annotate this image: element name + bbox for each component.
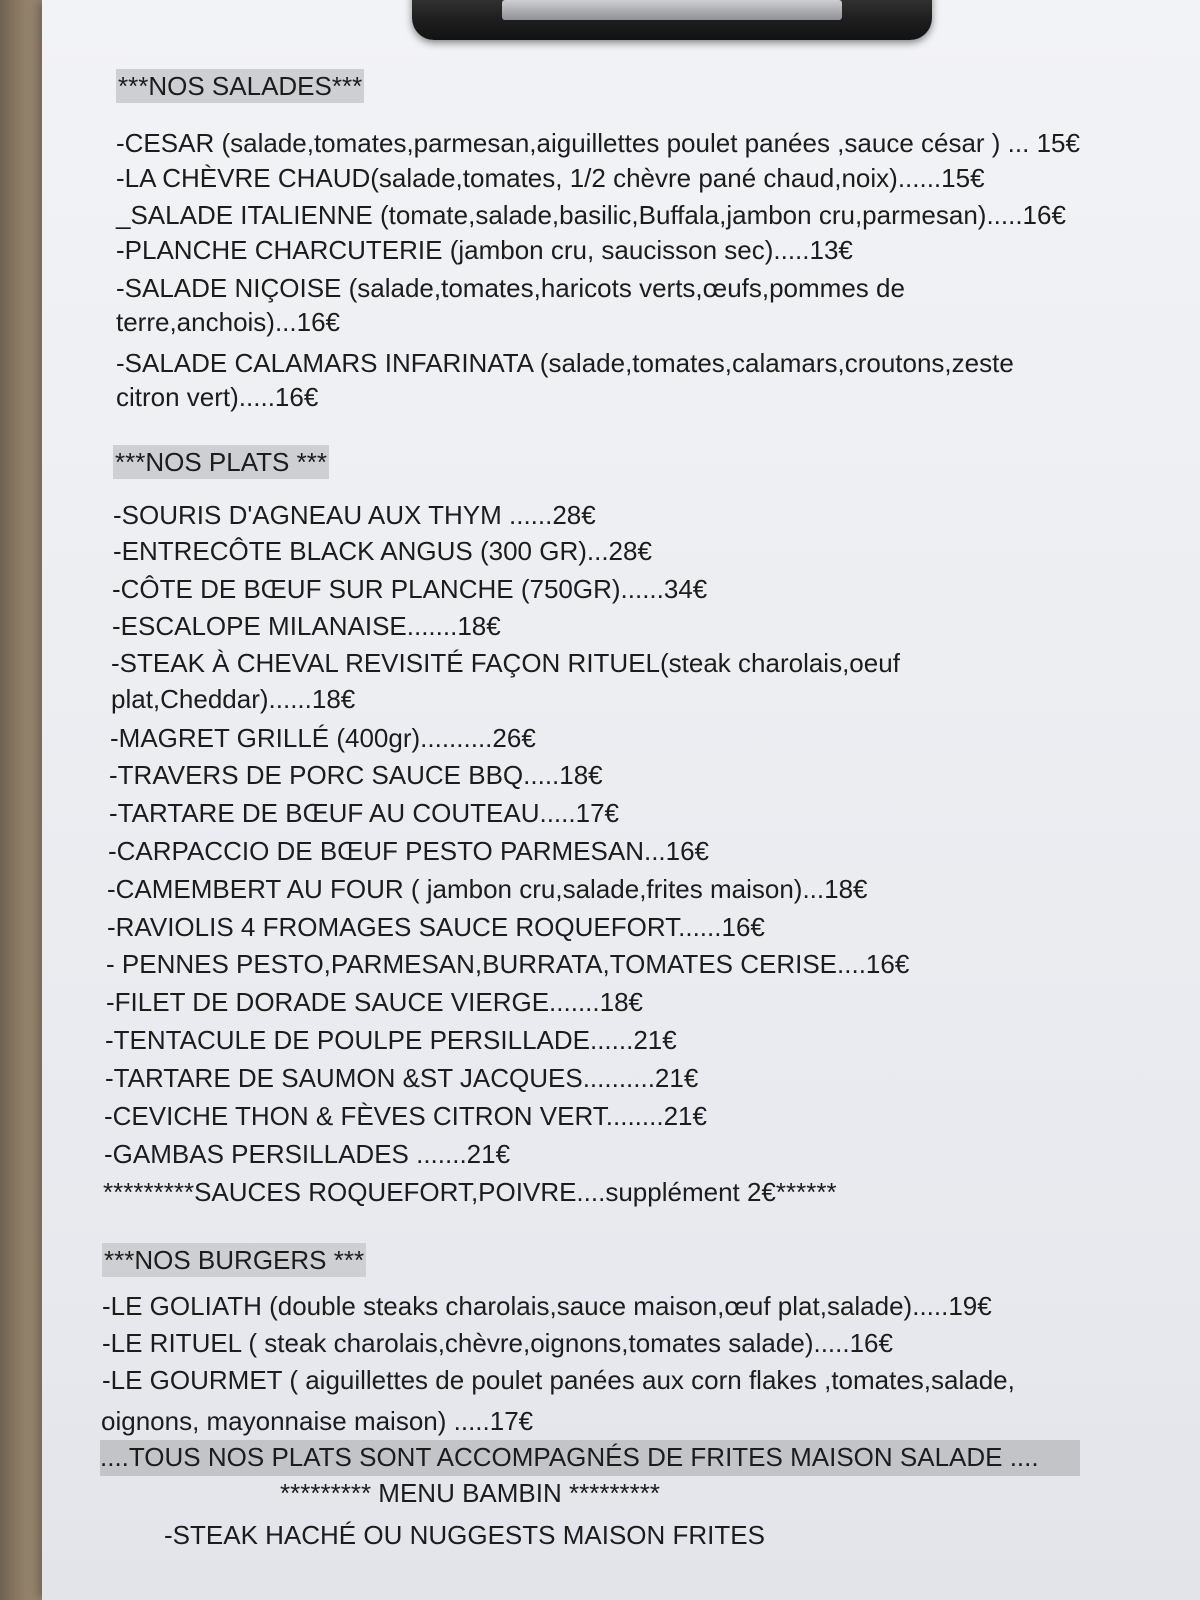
menu-item: -FILET DE DORADE SAUCE VIERGE.......18€ xyxy=(106,987,643,1017)
menu-item: -SALADE NIÇOISE (salade,tomates,haricots verts,œufs,pommes de xyxy=(116,273,905,303)
menu-item: -SALADE CALAMARS INFARINATA (salade,tomates,calamars,croutons,zeste xyxy=(116,348,1014,378)
section-header-salades: ***NOS SALADES*** xyxy=(118,71,363,101)
menu-item: -CAMEMBERT AU FOUR ( jambon cru,salade,frites maison)...18€ xyxy=(107,874,868,904)
menu-item: -LA CHÈVRE CHAUD(salade,tomates, 1/2 chèvre pané chaud,noix)......15€ xyxy=(116,163,985,193)
menu-item: -TENTACULE DE POULPE PERSILLADE......21€ xyxy=(105,1025,677,1055)
menu-item: terre,anchois)...16€ xyxy=(116,307,341,337)
section-header-burgers: ***NOS BURGERS *** xyxy=(104,1245,365,1275)
menu-item: oignons, mayonnaise maison) .....17€ xyxy=(101,1406,534,1436)
menu-item: -CARPACCIO DE BŒUF PESTO PARMESAN...16€ xyxy=(108,836,710,866)
menu-item: _SALADE ITALIENNE (tomate,salade,basilic,Buffala,jambon cru,parmesan).....16€ xyxy=(116,200,1066,230)
menu-item: -ESCALOPE MILANAISE.......18€ xyxy=(112,611,501,641)
menu-item: -STEAK À CHEVAL REVISITÉ FAÇON RITUEL(steak charolais,oeuf xyxy=(111,648,900,678)
menu-item: -LE GOLIATH (double steaks charolais,sauce maison,œuf plat,salade).....19€ xyxy=(102,1291,992,1321)
menu-item: -PLANCHE CHARCUTERIE (jambon cru, saucisson sec).....13€ xyxy=(116,235,853,265)
menu-item: plat,Cheddar)......18€ xyxy=(111,684,356,714)
accompaniment-banner: ....TOUS NOS PLATS SONT ACCOMPAGNÉS DE FRITES MAISON SALADE .... xyxy=(100,1440,1080,1476)
sauces-note: *********SAUCES ROQUEFORT,POIVRE....supplément 2€****** xyxy=(103,1177,837,1207)
bambin-item: -STEAK HACHÉ OU NUGGESTS MAISON FRITES xyxy=(164,1520,765,1550)
menu-item: -TARTARE DE BŒUF AU COUTEAU.....17€ xyxy=(109,798,619,828)
menu-item: -RAVIOLIS 4 FROMAGES SAUCE ROQUEFORT......16€ xyxy=(107,912,765,942)
menu-item: -SOURIS D'AGNEAU AUX THYM ......28€ xyxy=(113,500,596,530)
menu-item: -LE RITUEL ( steak charolais,chèvre,oignons,tomates salade).....16€ xyxy=(102,1328,893,1358)
menu-item: -MAGRET GRILLÉ (400gr)..........26€ xyxy=(110,723,536,753)
menu-item: -ENTRECÔTE BLACK ANGUS (300 GR)...28€ xyxy=(113,536,652,566)
menu-item: -TRAVERS DE PORC SAUCE BBQ.....18€ xyxy=(109,760,603,790)
menu-item: -TARTARE DE SAUMON &ST JACQUES..........21€ xyxy=(105,1063,699,1093)
menu-item: -CEVICHE THON & FÈVES CITRON VERT........21€ xyxy=(104,1101,707,1131)
menu-item: -LE GOURMET ( aiguillettes de poulet panées aux corn flakes ,tomates,salade, xyxy=(102,1365,1015,1395)
menu-item: -CESAR (salade,tomates,parmesan,aiguillettes poulet panées ,sauce césar ) ... 15€ xyxy=(116,128,1080,158)
section-header-plats: ***NOS PLATS *** xyxy=(115,447,327,477)
menu-item: - PENNES PESTO,PARMESAN,BURRATA,TOMATES CERISE....16€ xyxy=(106,949,910,979)
menu-item: -GAMBAS PERSILLADES .......21€ xyxy=(104,1139,511,1169)
menu-item: -CÔTE DE BŒUF SUR PLANCHE (750GR)......34€ xyxy=(112,574,708,604)
bambin-title: ********* MENU BAMBIN ********* xyxy=(280,1478,661,1508)
menu-item: citron vert).....16€ xyxy=(116,382,319,412)
